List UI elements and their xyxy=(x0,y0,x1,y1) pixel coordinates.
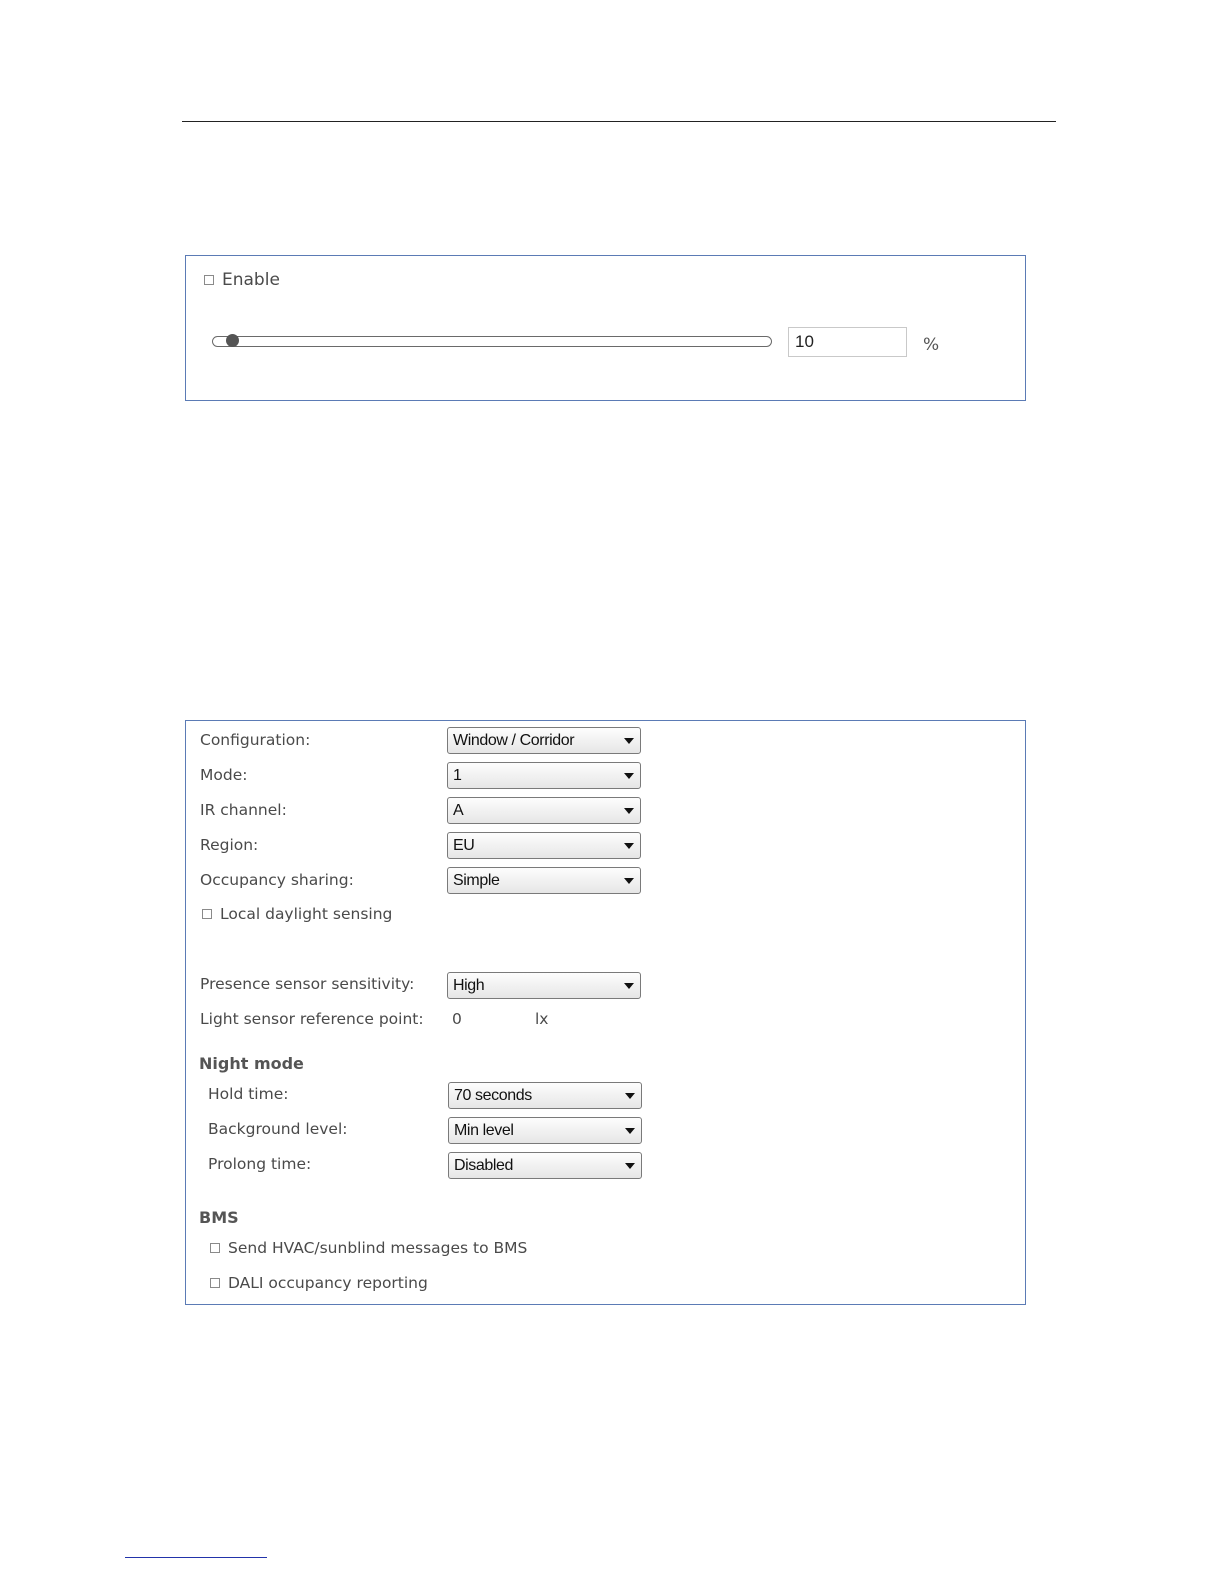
region-label: Region: xyxy=(200,836,259,854)
background-level-value: Min level xyxy=(454,1121,514,1139)
checkbox-icon[interactable] xyxy=(210,1243,220,1253)
hold-time-label: Hold time: xyxy=(208,1085,289,1103)
presence-sensitivity-value: High xyxy=(453,976,485,994)
send-hvac-checkbox[interactable] xyxy=(210,1239,527,1257)
prolong-time-value: Disabled xyxy=(454,1156,514,1174)
light-reference-value: 0 xyxy=(452,1010,462,1028)
mode-label: Mode: xyxy=(200,766,248,784)
dropdown-arrow-icon xyxy=(625,1093,635,1099)
light-reference-unit: lx xyxy=(535,1010,549,1028)
slider-thumb[interactable] xyxy=(226,334,239,347)
mode-dropdown[interactable] xyxy=(447,762,641,789)
configuration-value: Window / Corridor xyxy=(453,731,575,749)
enable-checkbox[interactable] xyxy=(204,270,280,290)
region-value: EU xyxy=(453,836,475,854)
dali-reporting-label: DALI occupancy reporting xyxy=(228,1274,428,1292)
checkbox-icon[interactable] xyxy=(204,275,214,285)
footnote-rule xyxy=(125,1557,267,1558)
hold-time-dropdown[interactable] xyxy=(448,1082,642,1109)
mode-value: 1 xyxy=(453,766,462,784)
dimming-panel xyxy=(185,255,1026,401)
dropdown-arrow-icon xyxy=(624,983,634,989)
background-level-label: Background level: xyxy=(208,1120,348,1138)
dropdown-arrow-icon xyxy=(624,808,634,814)
region-dropdown[interactable] xyxy=(447,832,641,859)
hold-time-value: 70 seconds xyxy=(454,1086,532,1104)
dropdown-arrow-icon xyxy=(624,843,634,849)
presence-sensitivity-dropdown[interactable] xyxy=(447,972,641,999)
background-level-dropdown[interactable] xyxy=(448,1117,642,1144)
occupancy-sharing-label: Occupancy sharing: xyxy=(200,871,354,889)
occupancy-sharing-dropdown[interactable] xyxy=(447,867,641,894)
send-hvac-label: Send HVAC/sunblind messages to BMS xyxy=(228,1239,528,1257)
presence-sensitivity-label: Presence sensor sensitivity: xyxy=(200,975,415,993)
configuration-label: Configuration: xyxy=(200,731,311,749)
prolong-time-label: Prolong time: xyxy=(208,1155,312,1173)
level-input[interactable] xyxy=(788,327,907,357)
percent-unit: % xyxy=(923,335,940,355)
sensor-settings-panel xyxy=(185,720,1026,1305)
dropdown-arrow-icon xyxy=(624,878,634,884)
prolong-time-dropdown[interactable] xyxy=(448,1152,642,1179)
dropdown-arrow-icon xyxy=(625,1128,635,1134)
checkbox-icon[interactable] xyxy=(210,1278,220,1288)
local-daylight-label: Local daylight sensing xyxy=(220,905,393,923)
bms-title: BMS xyxy=(199,1208,239,1227)
dropdown-arrow-icon xyxy=(624,773,634,779)
ir-channel-value: A xyxy=(453,801,464,819)
ir-channel-label: IR channel: xyxy=(200,801,287,819)
enable-label: Enable xyxy=(222,270,280,290)
configuration-dropdown[interactable] xyxy=(447,727,641,754)
dropdown-arrow-icon xyxy=(625,1163,635,1169)
dali-reporting-checkbox[interactable] xyxy=(210,1274,428,1292)
level-slider[interactable] xyxy=(212,336,772,347)
checkbox-icon[interactable] xyxy=(202,909,212,919)
dropdown-arrow-icon xyxy=(624,738,634,744)
light-reference-label: Light sensor reference point: xyxy=(200,1010,424,1028)
local-daylight-checkbox[interactable] xyxy=(202,905,392,923)
night-mode-title: Night mode xyxy=(199,1054,304,1073)
occupancy-sharing-value: Simple xyxy=(453,871,500,889)
header-rule xyxy=(182,121,1056,122)
ir-channel-dropdown[interactable] xyxy=(447,797,641,824)
